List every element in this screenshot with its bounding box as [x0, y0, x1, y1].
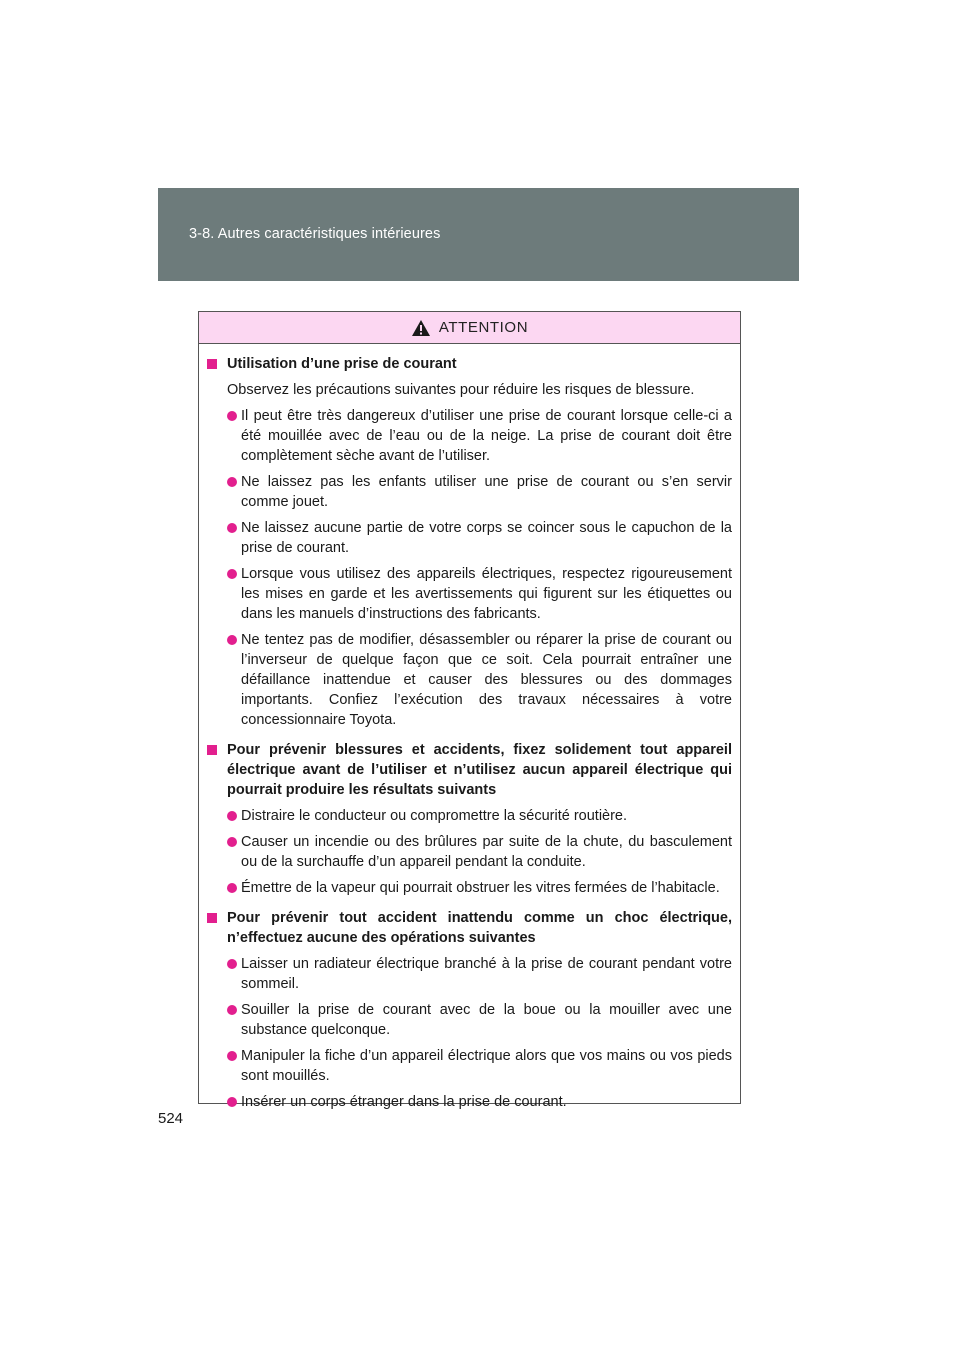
bullet-text: Insérer un corps étranger dans la prise de courant. [241, 1094, 567, 1110]
section-title: 3-8. Autres caractéristiques intérieures [189, 226, 441, 242]
bullet-text: Distraire le conducteur ou compromettre la sécurité routière. [241, 808, 628, 824]
bullet-text: Laisser un radiateur électrique branché à la prise de courant pendant votre sommeil. [241, 956, 732, 992]
bullet-text: Ne laissez aucune partie de votre corps se coincer sous le capuchon de la prise de courant. [241, 520, 732, 556]
circle-bullet-icon [227, 411, 237, 421]
warning-box [198, 311, 741, 1110]
warning-bullet-item [207, 564, 732, 624]
circle-bullet-icon [227, 811, 237, 821]
warning-bullet-item [207, 630, 732, 730]
circle-bullet-icon [227, 1005, 237, 1015]
circle-bullet-icon [227, 477, 237, 487]
warning-section-heading [207, 354, 732, 374]
warning-bullet-item [207, 406, 732, 466]
heading-text: Utilisation d’une prise de courant [227, 356, 457, 372]
bullet-text: Émettre de la vapeur qui pourrait obstruer les vitres fermées de l’habitacle. [241, 880, 720, 896]
bullet-text: Lorsque vous utilisez des appareils électriques, respectez rigoureusement les mises en garde et les avertissements qui figurent sur les étiquettes ou dans les manuels d’instructions des fabricants. [241, 566, 732, 622]
warning-content [199, 344, 740, 1112]
circle-bullet-icon [227, 883, 237, 893]
warning-title: ATTENTION [438, 319, 529, 336]
circle-bullet-icon [227, 523, 237, 533]
page-number: 524 [158, 1110, 184, 1127]
warning-bullet-item [207, 1092, 732, 1112]
square-bullet-icon [207, 913, 217, 923]
bullet-text: Ne laissez pas les enfants utiliser une prise de courant ou s’en servir comme jouet. [241, 474, 732, 510]
circle-bullet-icon [227, 837, 237, 847]
circle-bullet-icon [227, 1097, 237, 1107]
section-intro: Observez les précautions suivantes pour réduire les risques de blessure. [227, 382, 695, 398]
square-bullet-icon [207, 745, 217, 755]
warning-section-heading [207, 740, 732, 800]
warning-bullet-item [207, 518, 732, 558]
warning-section-heading [207, 908, 732, 948]
warning-bullet-item [207, 832, 732, 872]
circle-bullet-icon [227, 569, 237, 579]
warning-bullet-item [207, 1000, 732, 1040]
bullet-text: Souiller la prise de courant avec de la boue ou la mouiller avec une substance quelconque. [241, 1002, 732, 1038]
warning-bullet-item [207, 806, 732, 826]
square-bullet-icon [207, 359, 217, 369]
warning-header [199, 312, 740, 344]
warning-triangle-icon [411, 319, 431, 337]
bullet-text: Il peut être très dangereux d’utiliser une prise de courant lorsque celle-ci a été mouillée avec de l’eau ou de la neige. La prise de courant doit être complètement sèche avant de l’utiliser. [241, 408, 732, 464]
circle-bullet-icon [227, 635, 237, 645]
heading-text: Pour prévenir tout accident inattendu comme un choc électrique, n’effectuez aucune des opérations suivantes [227, 910, 732, 946]
warning-bullet-item [207, 1046, 732, 1086]
warning-bullet-item [207, 954, 732, 994]
section-header-band [158, 188, 799, 281]
circle-bullet-icon [227, 959, 237, 969]
bullet-text: Ne tentez pas de modifier, désassembler ou réparer la prise de courant ou l’inverseur de quelque façon que ce soit. Cela pourrait entraîner une défaillance inattendue et causer des blessures ou des dommages importants. Confiez l’exécution des travaux nécessaires à votre concessionnaire Toyota. [241, 632, 732, 728]
heading-text: Pour prévenir blessures et accidents, fixez solidement tout appareil électrique avant de l’utiliser et n’utilisez aucun appareil électrique qui pourrait produire les résultats suivants [227, 742, 732, 798]
warning-bullet-item [207, 472, 732, 512]
warning-bullet-item [207, 878, 732, 898]
bullet-text: Manipuler la fiche d’un appareil électrique alors que vos mains ou vos pieds sont mouillés. [241, 1048, 732, 1084]
bullet-text: Causer un incendie ou des brûlures par suite de la chute, du basculement ou de la surchauffe d’un appareil pendant la conduite. [241, 834, 732, 870]
circle-bullet-icon [227, 1051, 237, 1061]
